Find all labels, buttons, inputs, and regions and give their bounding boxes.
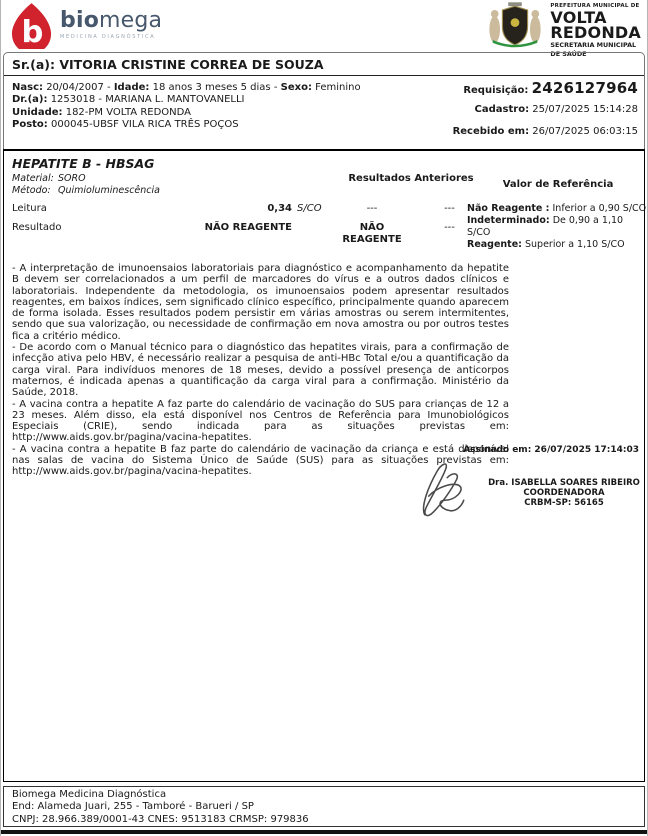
separator: - <box>107 82 111 93</box>
biomega-wordmark <box>60 2 162 40</box>
idade-value: 18 anos 3 meses 5 dias <box>152 82 271 93</box>
exam-title: HEPATITE B - HBSAG <box>12 156 155 171</box>
row-label: Resultado <box>12 222 62 233</box>
ref-text: Inferior a 0,90 S/CO <box>552 203 647 214</box>
patient-name-label: Sr.(a): <box>12 57 55 72</box>
footer-address: End: Alameda Juari, 255 - Tamboré - Barueri / SP <box>12 801 254 813</box>
signed-at: Assinado em: 26/07/2025 17:14:03 <box>463 445 639 455</box>
patient-details-left <box>12 82 361 138</box>
row-label: Leitura <box>12 203 47 214</box>
previous-results-header: Resultados Anteriores <box>348 173 474 184</box>
row-unit <box>292 222 337 246</box>
volta-redonda-crest-icon <box>486 2 544 53</box>
patient-details-right <box>452 79 638 138</box>
sexo-label: Sexo: <box>280 82 312 93</box>
row-unit: S/CO <box>297 203 322 214</box>
interpretation-notes <box>12 263 509 478</box>
recebido-value: 26/07/2025 06:03:15 <box>532 126 638 137</box>
nasc-label: Nasc: <box>12 82 43 93</box>
recebido-label: Recebido em: <box>452 126 530 137</box>
posto-value: 000045-UBSF VILA RICA TRÊS POÇOS <box>51 118 239 130</box>
row-value: 0,34 <box>267 203 292 214</box>
ref-label: Indeterminado: <box>467 214 550 226</box>
biomega-logo <box>11 2 162 53</box>
patient-name: VITORIA CRISTINE CORREA DE SOUZA <box>59 57 324 72</box>
doctor-name: Dra. ISABELLA SOARES RIBEIRO <box>488 478 640 488</box>
patient-doctor-line <box>12 94 361 106</box>
patient-details <box>4 76 644 138</box>
requisicao-label: Requisição: <box>463 85 529 96</box>
patient-post-line <box>12 119 361 131</box>
secretaria-line1: SECRETARIA MUNICIPAL <box>550 40 637 49</box>
recebido-line <box>453 126 638 138</box>
sexo-value: Feminino <box>315 82 361 93</box>
unidade-value: 182-PM VOLTA REDONDA <box>65 106 192 118</box>
signature-icon <box>402 454 474 528</box>
row-prev2: --- <box>444 222 455 233</box>
svg-text:b: b <box>21 15 44 49</box>
material-line <box>12 173 160 185</box>
reference-values <box>467 203 647 251</box>
doctor-registry: CRBM-SP: 56165 <box>524 498 604 508</box>
brand-subtitle: MEDICINA DIAGNÓSTICA <box>60 34 156 40</box>
secretaria-line2: DE SAÚDE <box>550 50 587 58</box>
note-paragraph: - A vacina contra a hepatite A faz parte do calendário de vacinação do SUS para crianças de 12 a 23 meses. Além disso, ela está disponível nos Centros de Referência para Imunobiológicos Especiais (CRIE), sendo indicada para as situações previstas em: http://www.aids.gov.br/pagina/vacina-hepatites. <box>12 398 509 444</box>
brand-word-light: mega <box>99 8 163 33</box>
exam-meta <box>12 173 160 196</box>
patient-name-bar <box>4 50 644 76</box>
exam-result-box <box>3 149 645 782</box>
doctor-role: COORDENADORA <box>523 488 605 498</box>
ref-text: Superior a 1,10 S/CO <box>525 238 625 250</box>
city-name-line2: REDONDA <box>550 22 641 42</box>
material-label: Material: <box>12 173 54 184</box>
requisicao-line <box>453 79 638 97</box>
row-prev2: --- <box>444 203 455 214</box>
page-bottom-bar <box>1 830 647 834</box>
responsible-doctor-block <box>488 478 640 508</box>
unidade-label: Unidade: <box>12 106 63 118</box>
requisicao-number: 2426127964 <box>531 79 638 97</box>
reference-value-header: Valor de Referência <box>502 179 614 190</box>
cadastro-line <box>453 104 638 116</box>
lab-footer-box <box>3 786 645 827</box>
city-name-line1: VOLTA <box>550 7 607 27</box>
prefeitura-text <box>550 2 641 59</box>
note-paragraph: - A interpretação de imunoensaios laboratoriais para diagnóstico e acompanhamento da hepatite B devem ser correlacionados a um perfil de marcadores do vírus e a outros dados clínicos e laboratoriais. Independente da metodologia, os imunoensaios podem apresentar resultados reagentes, em baixos índices, sem significado clínico específico, principalmente quando aparecem de forma isolada. Esses resultados podem persistir em várias amostras ou serem intermitentes, sendo que sua valorização, ou necessidade de confirmação em nova amostra ou por outros testes fica a critério médico. <box>12 263 509 342</box>
note-paragraph: - De acordo com o Manual técnico para o diagnóstico das hepatites virais, para a confirmação de infecção ativa pelo HBV, é necessário realizar a pesquisa de anti-HBc Total e/ou a quantificação da carga viral. Para indivíduos menores de 18 meses, devido a possível presença de anticorpos maternos, é indicada apenas a quantificação da carga viral para a confirmação. Ministério da Saúde, 2018. <box>12 342 509 399</box>
material-value: SORO <box>58 173 86 184</box>
footer-registries: CNPJ: 28.966.389/0001-43 CNES: 9513183 CRMSP: 979836 <box>12 813 309 825</box>
doctor-label: Dr.(a): <box>12 94 48 106</box>
row-prev1: --- <box>366 203 378 214</box>
footer-lab-name: Biomega Medicina Diagnóstica <box>12 789 167 800</box>
patient-info-box <box>3 52 645 149</box>
signature-image <box>402 454 474 528</box>
patient-birth-line <box>12 82 361 94</box>
metodo-value: Quimioluminescência <box>58 184 160 196</box>
nasc-value: 20/04/2007 <box>46 82 104 93</box>
prefeitura-logo <box>486 2 641 59</box>
row-value: NÃO REAGENTE <box>204 222 292 233</box>
metodo-label: Método: <box>12 184 51 196</box>
note-paragraph: - A vacina contra a hepatite B faz parte do calendário de vacinação da criança e está disponível nas salas de vacina do Sistema Único de Saúde (SUS) para as situações previstas em: http://www.aids.gov.br/pagina/vacina-hepatites. <box>12 443 509 478</box>
report-header <box>3 0 645 58</box>
idade-label: Idade: <box>113 82 150 93</box>
prefeitura-line: PREFEITURA MUNICIPAL DE <box>550 3 640 9</box>
cadastro-label: Cadastro: <box>474 104 530 115</box>
results-table <box>12 203 647 253</box>
metodo-line <box>12 185 160 197</box>
brand-word-bold: bio <box>60 8 100 33</box>
separator: - <box>273 82 278 93</box>
posto-label: Posto: <box>12 118 48 130</box>
ref-text: De 0,90 a 1,10 S/CO <box>467 214 624 238</box>
doctor-value: 1253018 - MARIANA L. MANTOVANELLI <box>50 94 245 106</box>
patient-unit-line <box>12 107 361 119</box>
biomega-drop-icon <box>11 2 53 53</box>
cadastro-value: 25/07/2025 15:14:28 <box>532 104 638 115</box>
row-prev1: NÃO REAGENTE <box>342 222 402 245</box>
ref-label: Não Reagente : <box>467 203 550 214</box>
ref-label: Reagente: <box>467 238 522 250</box>
